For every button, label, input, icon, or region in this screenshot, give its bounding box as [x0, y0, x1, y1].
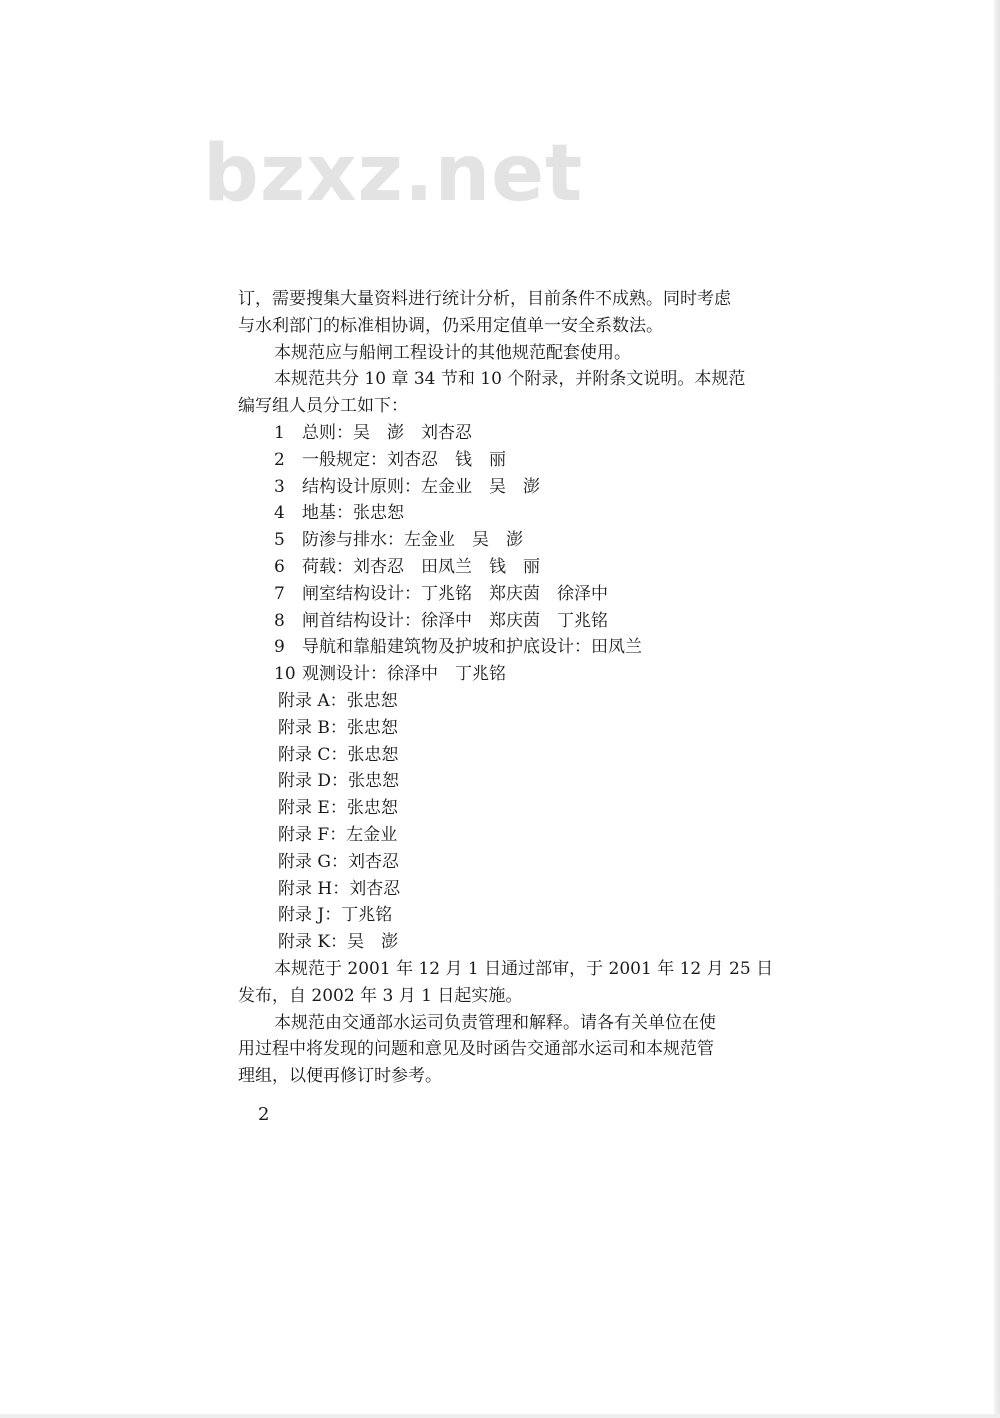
chapter-number: 1: [274, 422, 285, 443]
chapter-list: [238, 420, 778, 688]
chapter-text: 导航和靠船建筑物及护坡和护底设计：田凤兰: [302, 637, 642, 658]
chapter-item: [238, 661, 778, 688]
page-edge-bottom: [0, 1414, 1000, 1418]
chapter-number: 4: [274, 503, 285, 524]
chapter-number: 2: [274, 449, 285, 470]
paragraph-5-line-1: 本规范由交通部水运司负责管理和解释。请各有关单位在使: [274, 1012, 716, 1033]
chapter-number: 9: [274, 637, 285, 658]
paragraph-5-line-2: 用过程中将发现的问题和意见及时函告交通部水运司和本规范管: [238, 1039, 714, 1060]
page-number: 2: [258, 1104, 270, 1125]
chapter-number: 6: [274, 556, 285, 577]
paragraph-3-line-2: 编写组人员分工如下：: [238, 396, 408, 417]
paragraph-5-line-3: 理组，以便再修订时参考。: [238, 1066, 442, 1087]
appendix-item: 附录 B：张忠恕: [278, 717, 398, 738]
chapter-text: 地基：张忠恕: [302, 503, 404, 524]
chapter-text: 观测设计：徐泽中 丁兆铭: [302, 664, 506, 685]
paragraph-4-line-1: 本规范于 2001 年 12 月 1 日通过部审，于 2001 年 12 月 25 日: [274, 958, 774, 979]
chapter-number: 7: [274, 583, 285, 604]
chapter-item: [238, 581, 778, 608]
chapter-item: [238, 500, 778, 527]
chapter-text: 闸首结构设计：徐泽中 郑庆茵 丁兆铭: [302, 610, 608, 631]
chapter-item: [238, 527, 778, 554]
watermark: bzxz.net: [203, 129, 584, 219]
appendix-item: 附录 H：刘杏忍: [278, 878, 401, 899]
chapter-item: [238, 608, 778, 635]
chapter-item: [238, 634, 778, 661]
chapter-item: [238, 447, 778, 474]
chapter-text: 闸室结构设计：丁兆铭 郑庆茵 徐泽中: [302, 583, 608, 604]
document-body: [238, 286, 778, 1090]
appendix-item: 附录 E：张忠恕: [278, 798, 398, 819]
paragraph-2: 本规范应与船闸工程设计的其他规范配套使用。: [274, 342, 631, 363]
chapter-item: [238, 420, 778, 447]
appendix-item: 附录 C：张忠恕: [278, 744, 399, 765]
paragraph-4-line-2: 发布，自 2002 年 3 月 1 日起实施。: [238, 985, 523, 1006]
appendix-item: 附录 G：刘杏忍: [278, 851, 399, 872]
appendix-item: 附录 K：吴 澎: [278, 932, 399, 953]
chapter-number: 3: [274, 476, 285, 497]
chapter-text: 防渗与排水：左金业 吴 澎: [302, 530, 523, 551]
appendix-list: [238, 688, 778, 956]
chapter-number: 5: [274, 530, 285, 551]
paragraph-3-line-1: 本规范共分 10 章 34 节和 10 个附录，并附条文说明。本规范: [274, 369, 746, 390]
chapter-number: 10: [274, 664, 296, 685]
appendix-item: 附录 A：张忠恕: [278, 690, 398, 711]
chapter-text: 荷载：刘杏忍 田凤兰 钱 丽: [302, 556, 540, 577]
page-edge: [994, 0, 1000, 1418]
chapter-text: 总则：吴 澎 刘杏忍: [302, 422, 472, 443]
appendix-item: 附录 D：张忠恕: [278, 771, 400, 792]
paragraph-1-line-2: 与水利部门的标准相协调，仍采用定值单一安全系数法。: [238, 315, 663, 336]
chapter-text: 结构设计原则：左金业 吴 澎: [302, 476, 540, 497]
chapter-item: [238, 474, 778, 501]
appendix-item: 附录 J：丁兆铭: [278, 905, 393, 926]
appendix-item: 附录 F：左金业: [278, 824, 398, 845]
paragraph-1-line-1: 订，需要搜集大量资料进行统计分析，目前条件不成熟。同时考虑: [238, 289, 731, 309]
chapter-number: 8: [274, 610, 285, 631]
chapter-text: 一般规定：刘杏忍 钱 丽: [302, 449, 506, 470]
chapter-item: [238, 554, 778, 581]
